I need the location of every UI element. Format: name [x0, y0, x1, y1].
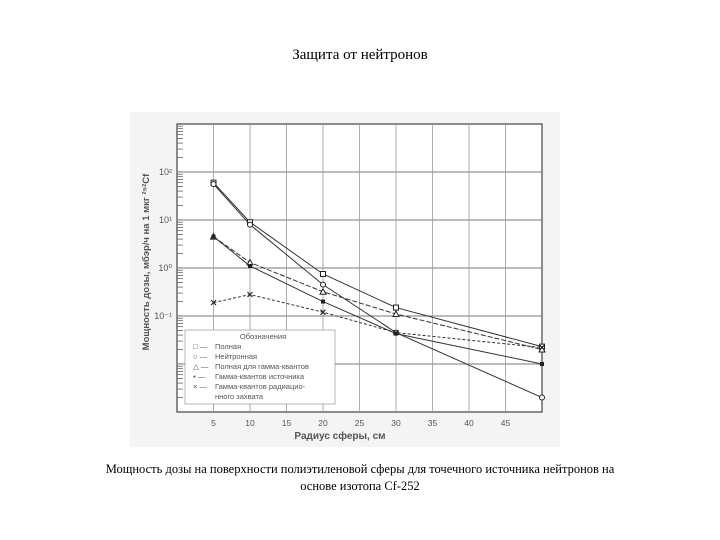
- legend-marker: ▪ —: [193, 372, 206, 381]
- y-tick-label: 10¹: [158, 215, 172, 225]
- y-tick-label: 10²: [158, 167, 172, 177]
- data-point: [248, 222, 253, 227]
- x-tick-label: 40: [464, 418, 474, 428]
- legend-marker: × —: [193, 382, 207, 391]
- data-point: [248, 264, 252, 268]
- dose-rate-chart: [130, 112, 560, 447]
- chart-container: [130, 112, 560, 447]
- legend-item: нного захвата: [215, 392, 264, 401]
- data-point: [211, 182, 216, 187]
- data-point: [540, 395, 545, 400]
- caption-line-2: основе изотопа Cf-252: [300, 479, 420, 493]
- caption-line-1: Мощность дозы на поверхности полиэтиленовой сферы для точечного источника нейтронов на: [105, 462, 615, 476]
- data-point: [540, 362, 544, 366]
- x-tick-label: 25: [354, 418, 365, 428]
- legend-marker: △ —: [193, 362, 209, 371]
- x-tick-label: 30: [391, 418, 401, 428]
- x-tick-label: 5: [211, 418, 216, 428]
- data-point: [321, 282, 326, 287]
- figure-caption: [60, 461, 660, 495]
- legend-item: Полная для гамма-квантов: [215, 362, 309, 371]
- x-tick-label: 10: [245, 418, 255, 428]
- x-tick-label: 20: [318, 418, 328, 428]
- x-axis-label: Радиус сферы, см: [294, 431, 386, 442]
- legend-title: Обозначения: [239, 332, 287, 341]
- legend-marker: □ —: [193, 342, 208, 351]
- legend-item: Полная: [215, 342, 242, 351]
- x-tick-label: 45: [500, 418, 511, 428]
- y-axis-label: Мощность дозы, мбэр/ч на 1 мкг ²⁵²Cf: [141, 173, 152, 351]
- x-tick-label: 35: [427, 418, 438, 428]
- y-tick-label: 10⁻¹: [154, 311, 172, 321]
- legend-item: Нейтронная: [215, 352, 258, 361]
- data-point: [212, 235, 216, 239]
- legend-marker: ○ —: [193, 352, 208, 361]
- x-tick-label: 15: [281, 418, 292, 428]
- y-tick-label: 10⁰: [158, 263, 172, 273]
- slide-title: Защита от нейтронов: [292, 47, 428, 63]
- data-point: [321, 271, 326, 276]
- legend-item: Гамма-квантов источника: [215, 372, 305, 381]
- data-point: [394, 305, 399, 310]
- legend: [185, 330, 335, 404]
- data-point: [321, 300, 325, 304]
- legend-item: Гамма-квантов радиацио-: [215, 382, 306, 391]
